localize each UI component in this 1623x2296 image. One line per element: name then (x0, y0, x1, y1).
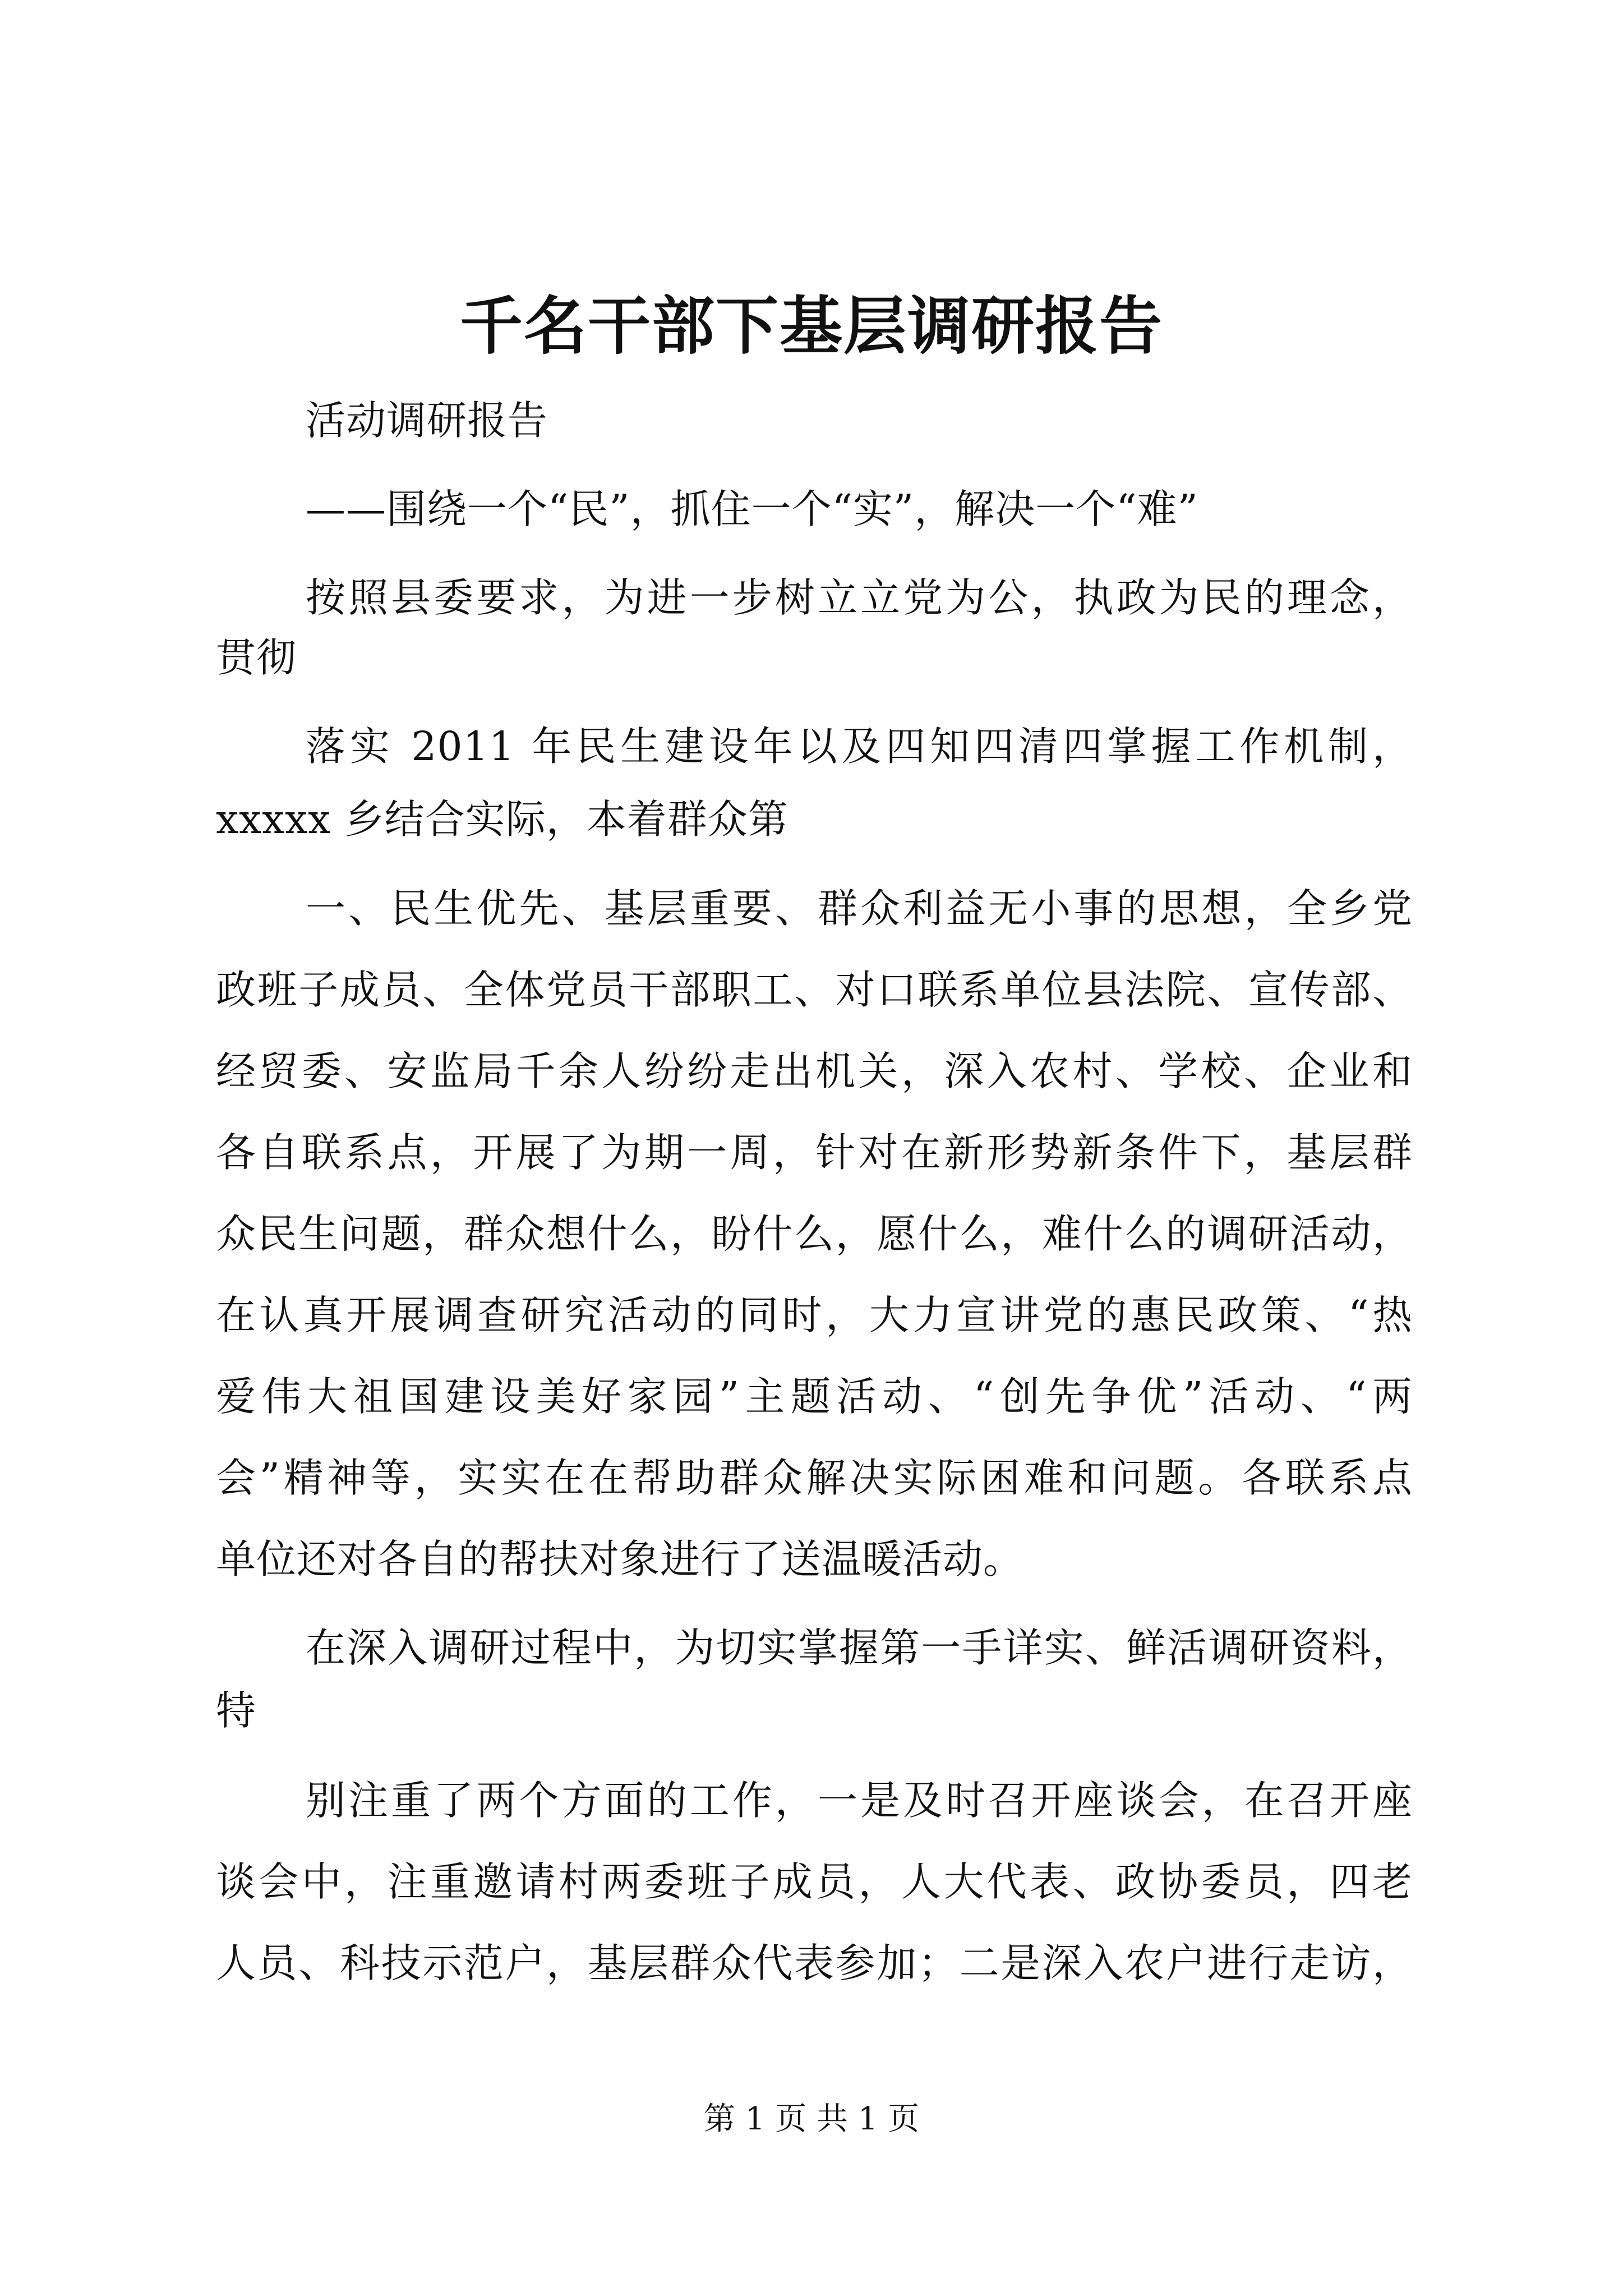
page-footer: 第 1 页 共 1 页 (703, 2101, 920, 2137)
body-line: 落实 2011 年民生建设年以及四知四清四掌握工作机制， (306, 723, 1413, 770)
document-title: 千名干部下基层调研报告 (460, 289, 1163, 363)
body-line: 活动调研报告 (306, 397, 548, 444)
body-line: 爱伟大祖国建设美好家园”主题活动、“创先争优”活动、“两 (216, 1373, 1413, 1420)
body-line: 会”精神等，实实在在帮助群众解决实际困难和问题。各联系点 (216, 1455, 1413, 1501)
body-line: 在认真开展调查研究活动的同时，大力宣讲党的惠民政策、“热 (216, 1292, 1413, 1338)
body-line: xxxxx 乡结合实际，本着群众第 (216, 796, 789, 843)
body-line: 按照县委要求，为进一步树立立党为公，执政为民的理念， (306, 574, 1413, 621)
body-line: 在深入调研过程中，为切实掌握第一手详实、鲜活调研资料， (306, 1625, 1413, 1671)
body-line: 特 (216, 1687, 257, 1734)
body-line: 单位还对各自的帮扶对象进行了送温暖活动。 (216, 1536, 1024, 1582)
body-line: 贯彻 (216, 634, 297, 681)
body-line: ——围绕一个“民”，抓住一个“实”，解决一个“难” (306, 486, 1198, 532)
body-line: 经贸委、安监局千余人纷纷走出机关，深入农村、学校、企业和 (216, 1048, 1413, 1094)
body-line: 人员、科技示范户，基层群众代表参加；二是深入农户进行走访， (216, 1940, 1413, 1986)
body-line: 政班子成员、全体党员干部职工、对口联系单位县法院、宣传部、 (216, 967, 1413, 1013)
body-line: 一、民生优先、基层重要、群众利益无小事的思想，全乡党 (306, 885, 1413, 932)
body-line: 谈会中，注重邀请村两委班子成员，人大代表、政协委员，四老 (216, 1858, 1413, 1905)
body-line: 众民生问题，群众想什么，盼什么，愿什么，难什么的调研活动， (216, 1211, 1413, 1257)
body-line: 各自联系点，开展了为期一周，针对在新形势新条件下，基层群 (216, 1129, 1413, 1176)
body-line: 别注重了两个方面的工作，一是及时召开座谈会，在召开座 (306, 1777, 1413, 1824)
